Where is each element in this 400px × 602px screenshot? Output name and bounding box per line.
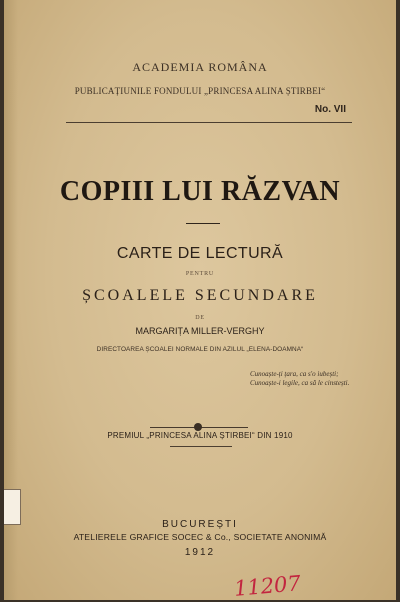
for-label: PENTRU: [185, 271, 215, 277]
book-title: COPIII LUI RĂZVAN: [59, 176, 341, 207]
prize-caption: PREMIUL „PRINCESA ALINA ȘTIRBEI“ DIN 1910: [107, 431, 293, 440]
epigraph: [250, 370, 395, 388]
audience-title: ȘCOALELE SECUNDARE: [82, 287, 318, 304]
edge-label-sticker: [4, 489, 21, 525]
publication-year: 1912: [184, 547, 216, 558]
author-name: MARGARIȚA MILLER-VERGHY: [135, 326, 265, 336]
prize-divider-line: [170, 446, 232, 447]
top-divider-line: [66, 122, 352, 123]
publication-city: BUCUREȘTI: [162, 519, 238, 530]
epigraph-line-2: Cunoaște-i legile, ca să le cinstești.: [250, 378, 350, 387]
series-number: No. VII: [314, 104, 346, 115]
institution-heading: ACADEMIA ROMÂNA: [132, 60, 268, 74]
author-role: DIRECTOAREA ȘCOALEI NORMALE DIN AZILUL „ELENA-DOAMNA“: [96, 346, 304, 353]
book-subtitle: CARTE DE LECTURĂ: [116, 245, 284, 262]
top-edge-mark: [314, 0, 396, 14]
by-label: DE: [195, 315, 205, 321]
handwritten-catalog-number: 11207: [233, 571, 302, 601]
epigraph-line-1: Cunoaște-ți țara, ca s'o iubești;: [250, 370, 339, 378]
title-divider-line: [186, 223, 220, 224]
book-title-page: [4, 0, 396, 600]
ornament-knot-icon: [194, 423, 202, 431]
publication-series: PUBLICAȚIUNILE FONDULUI „PRINCESA ALINA ȘTIRBEI“: [74, 86, 326, 96]
printer-credit: ATELIERELE GRAFICE SOCEC & Co., SOCIETATE ANONIMĂ: [73, 532, 327, 542]
